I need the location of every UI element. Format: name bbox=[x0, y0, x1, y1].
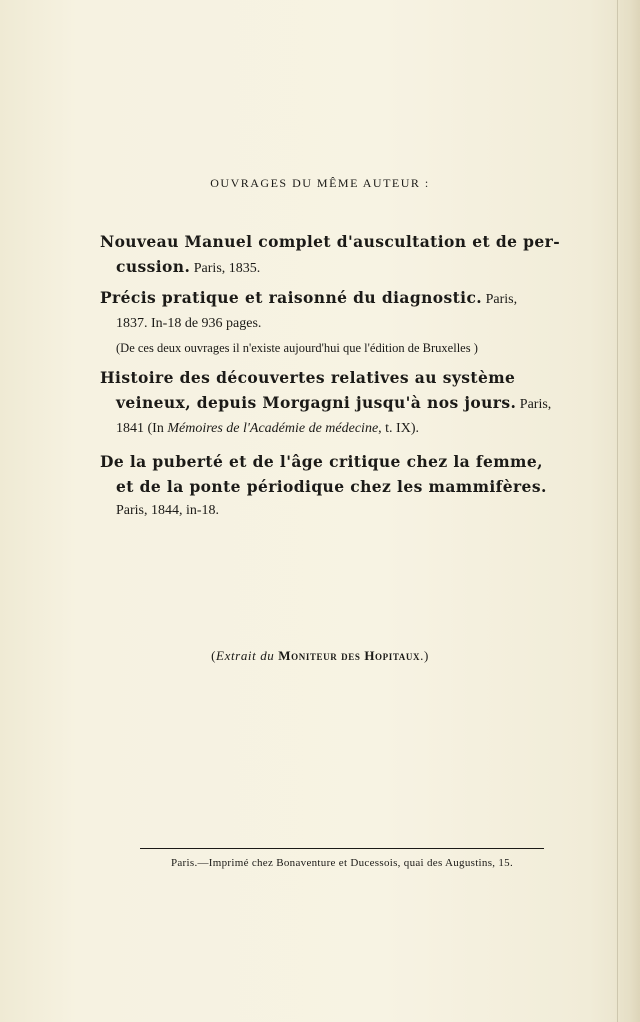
work-details-cont: 1837. In-18 de 936 pages. bbox=[116, 316, 262, 331]
extrait-close: .) bbox=[420, 648, 429, 663]
work-details-suffix: , t. IX). bbox=[378, 421, 419, 436]
work-title: Histoire des découvertes relatives au système bbox=[100, 368, 516, 387]
work-title: Précis pratique et raisonné du diagnostic. bbox=[100, 288, 483, 307]
work-details-italic: Mémoires de l'Académie de médecine bbox=[167, 421, 379, 436]
work-title: Nouveau Manuel complet d'auscultation et de per- bbox=[100, 232, 561, 251]
page-edge-line bbox=[617, 0, 618, 1022]
work-details-prefix: 1841 (In bbox=[116, 421, 168, 436]
work-entry-1 bbox=[100, 230, 570, 281]
work-details: Paris, 1835. bbox=[190, 261, 261, 276]
work-details: Paris, 1844, in-18. bbox=[116, 503, 220, 518]
work-entry-4 bbox=[100, 450, 570, 523]
work-entry-3 bbox=[100, 366, 570, 441]
printer-imprint: Paris.—Imprimé chez Bonaventure et Ducessois, quai des Augustins, 15. bbox=[170, 857, 514, 869]
extrait-journal: Moniteur des Hopitaux bbox=[274, 648, 421, 663]
works-header: OUVRAGES DU MÊME AUTEUR : bbox=[210, 176, 430, 190]
work-title-cont: cussion. bbox=[116, 257, 191, 276]
work-note: (De ces deux ouvrages il n'existe aujourd'hui que l'édition de Bruxelles ) bbox=[116, 341, 478, 355]
footer-rule bbox=[140, 848, 544, 849]
extrait-note bbox=[0, 648, 640, 664]
work-entry-2 bbox=[100, 286, 570, 360]
work-title-cont: et de la ponte périodique chez les mammifères. bbox=[116, 477, 547, 496]
work-title: De la puberté et de l'âge critique chez la femme, bbox=[100, 452, 543, 471]
work-title-cont: veineux, depuis Morgagni jusqu'à nos jours. bbox=[116, 393, 517, 412]
extrait-open: ( bbox=[211, 648, 217, 663]
extrait-italic: Extrait du bbox=[216, 648, 275, 663]
work-details: Paris, bbox=[516, 397, 552, 412]
work-details: Paris, bbox=[482, 292, 518, 307]
